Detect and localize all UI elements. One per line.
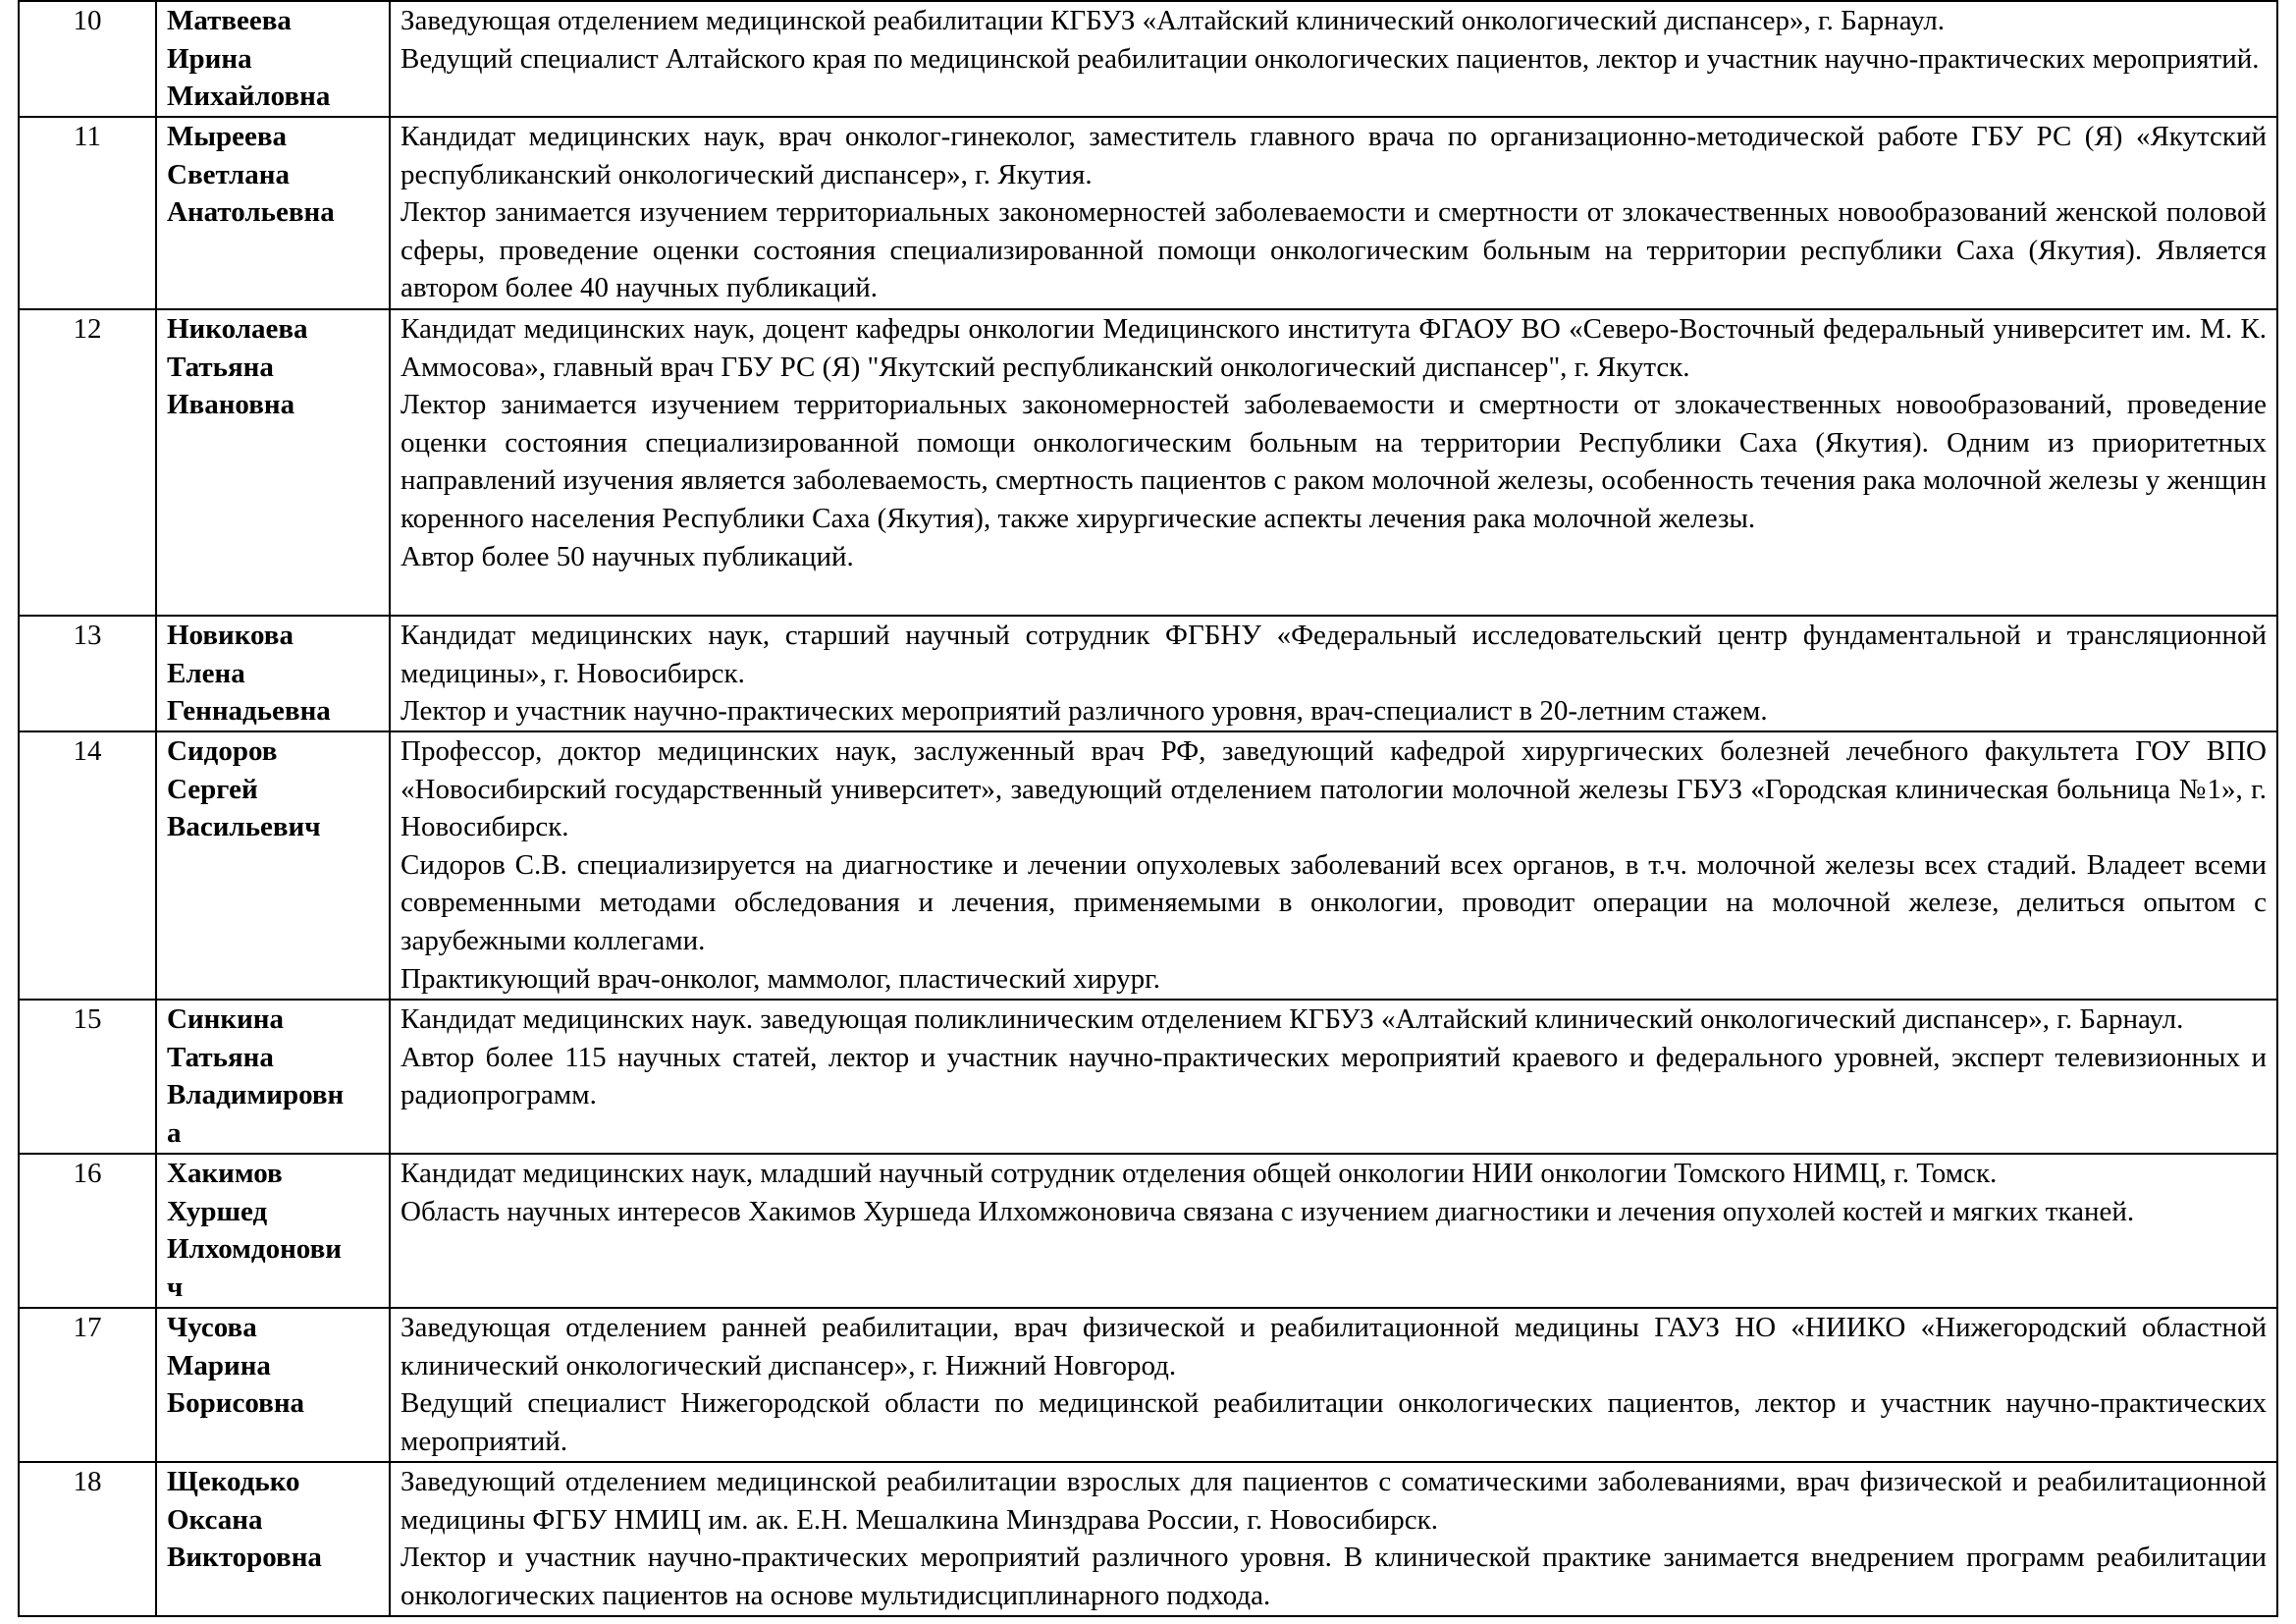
table-row (19, 1154, 2277, 1308)
description-paragraph: Кандидат медицинских наук, младший научный сотрудник отделения общей онкологии НИИ онкологии Томского НИМЦ, г. Томск. (400, 1158, 1998, 1189)
lecturer-description (390, 1000, 2277, 1154)
lecturer-name (156, 309, 390, 616)
lecturer-name (156, 616, 390, 731)
name-line: Сергей (167, 773, 258, 805)
description-paragraph: Область научных интересов Хакимов Хуршеда Илхомжоновича связана с изучением диагностики и лечения опухолей костей и мягких тканей. (400, 1195, 2135, 1227)
row-number: 12 (19, 309, 156, 616)
description-paragraph: Заведующая отделением ранней реабилитации, врач физической и реабилитационной медицины ГАУЗ НО «НИИКО «Нижегородский областной клинический онкологический диспансер», г. Нижний Новгород. (400, 1312, 2267, 1381)
name-line: Светлана (167, 158, 290, 190)
name-line: Елена (167, 657, 245, 689)
row-number: 17 (19, 1308, 156, 1462)
name-line: Новикова (167, 620, 294, 651)
name-line: Марина (167, 1349, 271, 1381)
lecturer-description (390, 616, 2277, 731)
description-paragraph: Лектор и участник научно-практических мероприятий различного уровня, врач-специалист в 20-летним стажем. (400, 695, 1768, 728)
description-paragraph: Заведующая отделением медицинской реабилитации КГБУЗ «Алтайский клинический онкологический диспансер», г. Барнаул. (400, 5, 1946, 36)
name-line: Илхомдонови (167, 1233, 342, 1266)
name-line: Васильевич (167, 811, 321, 843)
name-line: Анатольевна (167, 196, 335, 229)
row-number: 15 (19, 1000, 156, 1154)
description-paragraph: Ведущий специалист Нижегородской области по медицинской реабилитации онкологических пациентов, лектор и участник научно-практических мероприятий. (400, 1387, 2267, 1457)
description-paragraph: Кандидат медицинских наук, врач онколог-гинеколог, заместитель главного врача по организационно-методической работе ГБУ РС (Я) «Якутский республиканский онкологический диспансер», г. Якутия. (400, 121, 2267, 190)
name-line: Хакимов (167, 1158, 283, 1189)
lecturer-name (156, 117, 390, 309)
lecturer-name (156, 731, 390, 1000)
table-row (19, 309, 2277, 616)
description-paragraph: Автор более 50 научных публикаций. (400, 540, 854, 572)
table-row (19, 731, 2277, 1000)
description-paragraph: Лектор занимается изучением территориальных закономерностей заболеваемости и смертности от злокачественных новообразований, проведение оценки состояния специализированной помощи онкологическим больным на территории Республики Саха (Якутия). Одним из приоритетных направлений изучения является заболеваемость, смертность пациентов с раком молочной железы, особенность течения рака молочной железы у женщин коренного населения Республики Саха (Якутия), также хирургические аспекты лечения рака молочной железы. (400, 389, 2267, 534)
name-line: а (167, 1116, 182, 1149)
row-number: 13 (19, 616, 156, 731)
description-paragraph: Ведущий специалист Алтайского края по медицинской реабилитации онкологических пациентов, лектор и участник научно-практических мероприятий. (400, 42, 2260, 75)
document-page (18, 0, 2276, 1617)
name-line: Михайловна (167, 81, 331, 113)
description-paragraph: Кандидат медицинских наук. заведующая поликлиническим отделением КГБУЗ «Алтайский клинический онкологический диспансер», г. Барнаул. (400, 1003, 2184, 1035)
name-line: Щекодько (167, 1466, 300, 1497)
row-number: 16 (19, 1154, 156, 1308)
description-paragraph: Автор более 115 научных статей, лектор и участник научно-практических мероприятий краевого и федерального уровней, эксперт телевизионных и радиопрограмм. (400, 1041, 2267, 1111)
name-line: Синкина (167, 1003, 284, 1035)
table-row (19, 1462, 2277, 1616)
lecturers-table (18, 0, 2278, 1617)
lecturer-name (156, 1462, 390, 1616)
name-line: Викторовна (167, 1542, 322, 1574)
lecturer-description (390, 1308, 2277, 1462)
table-row (19, 117, 2277, 309)
name-line: Ирина (167, 42, 252, 75)
name-line: Ивановна (167, 389, 295, 421)
description-paragraph: Лектор и участник научно-практических мероприятий различного уровня. В клинической практике занимается внедрением программ реабилитации онкологических пациентов на основе мультидисциплинарного подхода. (400, 1542, 2267, 1611)
description-paragraph: Лектор занимается изучением территориальных закономерностей заболеваемости и смертности от злокачественных новообразований женской половой сферы, проведение оценки состояния специализированной помощи онкологическим больным на территории республики Саха (Якутия). Является автором более 40 научных публикаций. (400, 196, 2267, 304)
name-line: Геннадьевна (167, 695, 331, 728)
name-line: Сидоров (167, 735, 278, 767)
row-number: 18 (19, 1462, 156, 1616)
lecturer-description (390, 731, 2277, 1000)
lecturer-name (156, 1000, 390, 1154)
name-line: Хуршед (167, 1195, 268, 1227)
name-line: Мыреева (167, 121, 288, 152)
table-row (19, 1, 2277, 117)
name-line: ч (167, 1271, 184, 1303)
name-line: Владимировн (167, 1079, 345, 1111)
lecturer-name (156, 1, 390, 117)
table-row (19, 1000, 2277, 1154)
lecturer-description (390, 1, 2277, 117)
description-paragraph: Заведующий отделением медицинской реабилитации взрослых для пациентов с соматическими заболеваниями, врач физической и реабилитационной медицины ФГБУ НМИЦ им. ак. Е.Н. Мешалкина Минздрава России, г. Новосибирск. (400, 1466, 2267, 1536)
name-line: Николаева (167, 313, 308, 345)
row-number: 14 (19, 731, 156, 1000)
name-line: Борисовна (167, 1387, 305, 1420)
row-number: 10 (19, 1, 156, 117)
name-line: Оксана (167, 1503, 263, 1536)
lecturer-description (390, 1154, 2277, 1308)
table-row (19, 616, 2277, 731)
name-line: Татьяна (167, 351, 274, 383)
description-paragraph: Практикующий врач-онколог, маммолог, пластический хирург. (400, 962, 1160, 995)
name-line: Матвеева (167, 5, 292, 36)
description-paragraph: Кандидат медицинских наук, доцент кафедры онкологии Медицинского института ФГАОУ ВО «Северо-Восточный федеральный университет им. М. К. Аммосова», главный врач ГБУ РС (Я) "Якутский республиканский онкологический диспансер", г. Якутск. (400, 313, 2267, 383)
description-paragraph: Профессор, доктор медицинских наук, заслуженный врач РФ, заведующий кафедрой хирургических болезней лечебного факультета ГОУ ВПО «Новосибирский государственный университет», заведующий отделением патологии молочной железы ГБУЗ «Городская клиническая больница №1», г. Новосибирск. (400, 735, 2267, 843)
description-paragraph: Кандидат медицинских наук, старший научный сотрудник ФГБНУ «Федеральный исследовательский центр фундаментальной и трансляционной медицины», г. Новосибирск. (400, 620, 2267, 689)
lecturer-name (156, 1308, 390, 1462)
name-line: Татьяна (167, 1041, 274, 1073)
row-number: 11 (19, 117, 156, 309)
lecturer-description (390, 309, 2277, 616)
name-line: Чусова (167, 1312, 257, 1343)
lecturer-description (390, 117, 2277, 309)
lecturer-description (390, 1462, 2277, 1616)
lecturer-name (156, 1154, 390, 1308)
table-row (19, 1308, 2277, 1462)
description-paragraph: Сидоров С.В. специализируется на диагностике и лечении опухолевых заболеваний всех органов, в т.ч. молочной железы всех стадий. Владеет всеми современными методами обследования и лечения, применяемыми в онкологии, проводит операции на молочной железе, делиться опытом с зарубежными коллегами. (400, 848, 2267, 956)
